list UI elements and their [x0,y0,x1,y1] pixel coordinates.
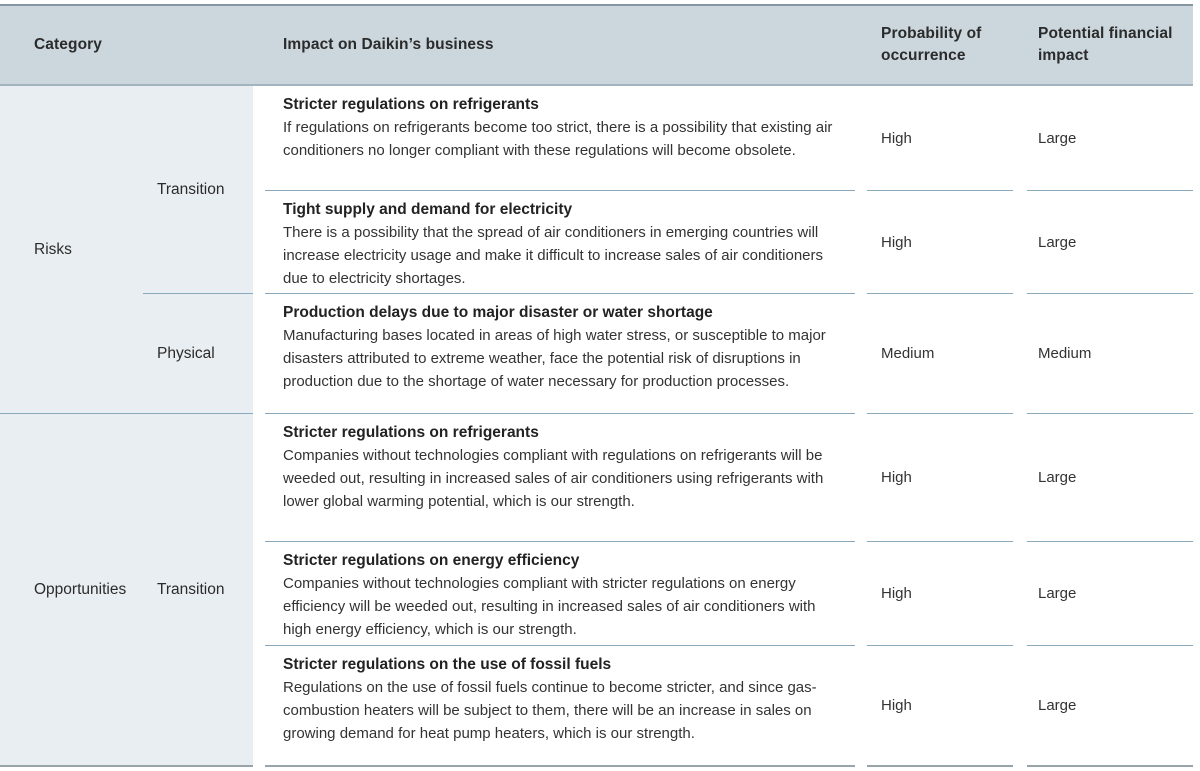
table-header-row [0,4,1193,86]
impact-title: Stricter regulations on energy efficiency [283,552,580,569]
financial-impact-cell: Large [1027,542,1193,646]
impact-cell [265,414,855,542]
impact-title: Production delays due to major disaster or water shortage [283,304,713,321]
impact-description: Regulations on the use of fossil fuels continue to become stricter, and since gas-combustion heaters will be subject to them, there will be an increase in sales on growing demand for heat pump heaters, which is our strength. [283,679,817,742]
probability-cell: High [867,414,1013,542]
climate-risks-opportunities-table [0,4,1193,767]
table-body [0,86,1193,767]
financial-impact-cell: Large [1027,191,1193,294]
impact-description: There is a possibility that the spread of air conditioners in emerging countries will increase electricity usage and make it difficult to increase sales of air conditioners due to electricity shortages. [283,224,823,287]
financial-impact-cell: Large [1027,86,1193,191]
subcategory-cell-physical: Physical [143,294,253,414]
column-header-category: Category [34,35,102,53]
column-header-probability: Probability of occurrence [881,24,982,64]
impact-cell [265,646,855,767]
impact-description: Manufacturing bases located in areas of high water stress, or susceptible to major disasters attributed to extreme weather, face the potential risk of disruptions in production due to the shortage of water necessary for production processes. [283,327,826,390]
impact-title: Tight supply and demand for electricity [283,201,573,218]
impact-description: Companies without technologies compliant with regulations on refrigerants will be weeded out, resulting in increased sales of air conditioners using refrigerants with lower global warming potential, which is our strength. [283,447,824,510]
impact-title: Stricter regulations on refrigerants [283,96,539,113]
probability-cell: High [867,191,1013,294]
category-cell-risks: Risks [0,86,143,414]
column-header-impact: Impact on Daikin’s business [283,35,494,53]
impact-title: Stricter regulations on refrigerants [283,424,539,441]
subcategory-cell-transition-risks: Transition [143,86,253,294]
impact-description: Companies without technologies compliant with stricter regulations on energy efficiency will be weeded out, resulting in increased sales of air conditioners with high energy efficiency, which is our strength. [283,575,816,638]
impact-title: Stricter regulations on the use of fossil fuels [283,656,612,673]
probability-cell: High [867,542,1013,646]
impact-cell [265,191,855,294]
subcategory-cell-transition-opportunities: Transition [143,414,253,767]
impact-cell [265,294,855,414]
probability-cell: High [867,646,1013,767]
category-cell-opportunities: Opportunities [0,414,143,767]
financial-impact-cell: Medium [1027,294,1193,414]
financial-impact-cell: Large [1027,646,1193,767]
probability-cell: Medium [867,294,1013,414]
probability-cell: High [867,86,1013,191]
impact-cell [265,86,855,191]
financial-impact-cell: Large [1027,414,1193,542]
impact-description: If regulations on refrigerants become too strict, there is a possibility that existing air conditioners no longer compliant with these regulations will become obsolete. [283,119,833,159]
impact-cell [265,542,855,646]
column-header-financial-impact: Potential financial impact [1038,24,1173,64]
